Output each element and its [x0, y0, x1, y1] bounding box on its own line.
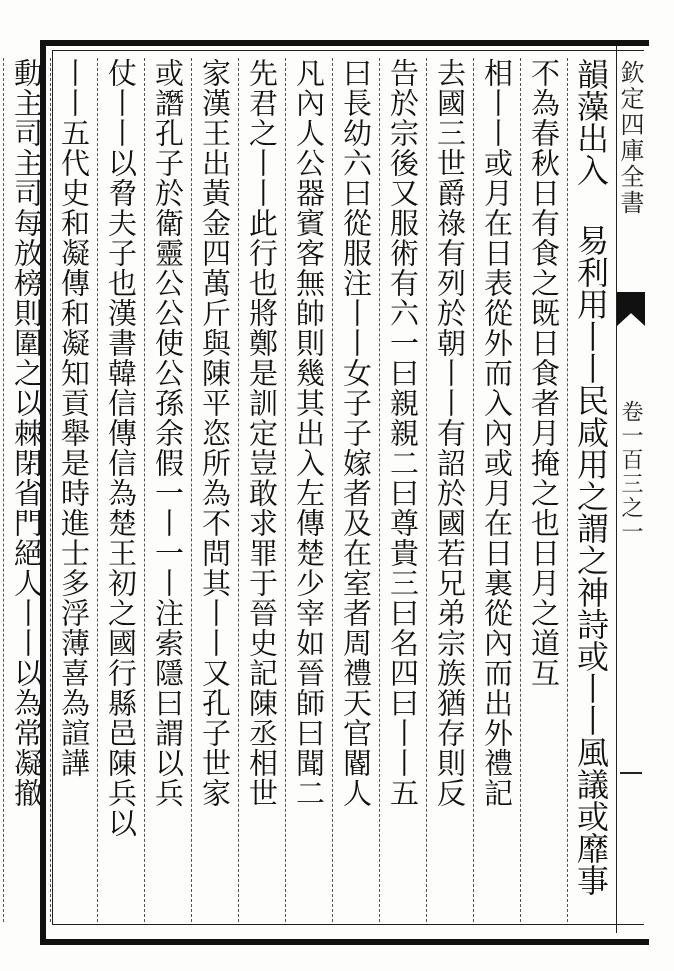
- text-column-3: 相丨丨或月在日表從外而入內或月在日裏從內而出外禮記: [473, 58, 520, 922]
- text-column-4: 去國三世爵祿有列於朝丨丨有詔於國若兄弟宗族猶存則反: [426, 58, 473, 922]
- center-margin-rule: [620, 772, 642, 774]
- text-column-6: 曰長幼六曰從服注丨丨女子子嫁者及在室者周禮天官閽人: [332, 58, 379, 922]
- text-column-13: 動主司主司每放榜則圍之以棘閉省門絕人丨丨以為常凝撤: [3, 58, 50, 922]
- text-body: [10, 58, 614, 922]
- text-column-10: 或譖孔子於衛靈公公使公孫余假一丨一丨注索隱曰謂以兵: [144, 58, 191, 922]
- text-column-5: 告於宗後又服術有六一曰親親二曰尊貴三曰名四曰丨丨五: [379, 58, 426, 922]
- text-column-9: 家漢王出黃金四萬斤與陳平恣所為不問其丨丨又孔子世家: [191, 58, 238, 922]
- text-column-14: [0, 58, 3, 922]
- center-margin-volume: 卷一百三之一: [618, 400, 643, 544]
- text-column-1: 韻藻出入 易利用丨丨民咸用之謂之神詩或丨丨風議或靡事: [567, 58, 614, 922]
- text-column-2: 不為春秋日有食之既日食者月掩之也日月之道互: [520, 58, 567, 922]
- center-margin-title: 欽定四庫全書: [616, 60, 644, 216]
- text-column-12: 丨丨五代史和凝傳和凝知貢舉是時進士多浮薄喜為諠譁: [50, 58, 97, 922]
- text-column-7: 凡內人公器賓客無帥則幾其出入左傳楚少宰如晉師曰聞二: [285, 58, 332, 922]
- text-column-8: 先君之丨丨此行也將鄭是訓定豈敢求罪于晉史記陳丞相世: [238, 58, 285, 922]
- text-column-11: 仗丨丨以脅夫子也漢書韓信傳信為楚王初之國行縣邑陳兵以: [97, 58, 144, 922]
